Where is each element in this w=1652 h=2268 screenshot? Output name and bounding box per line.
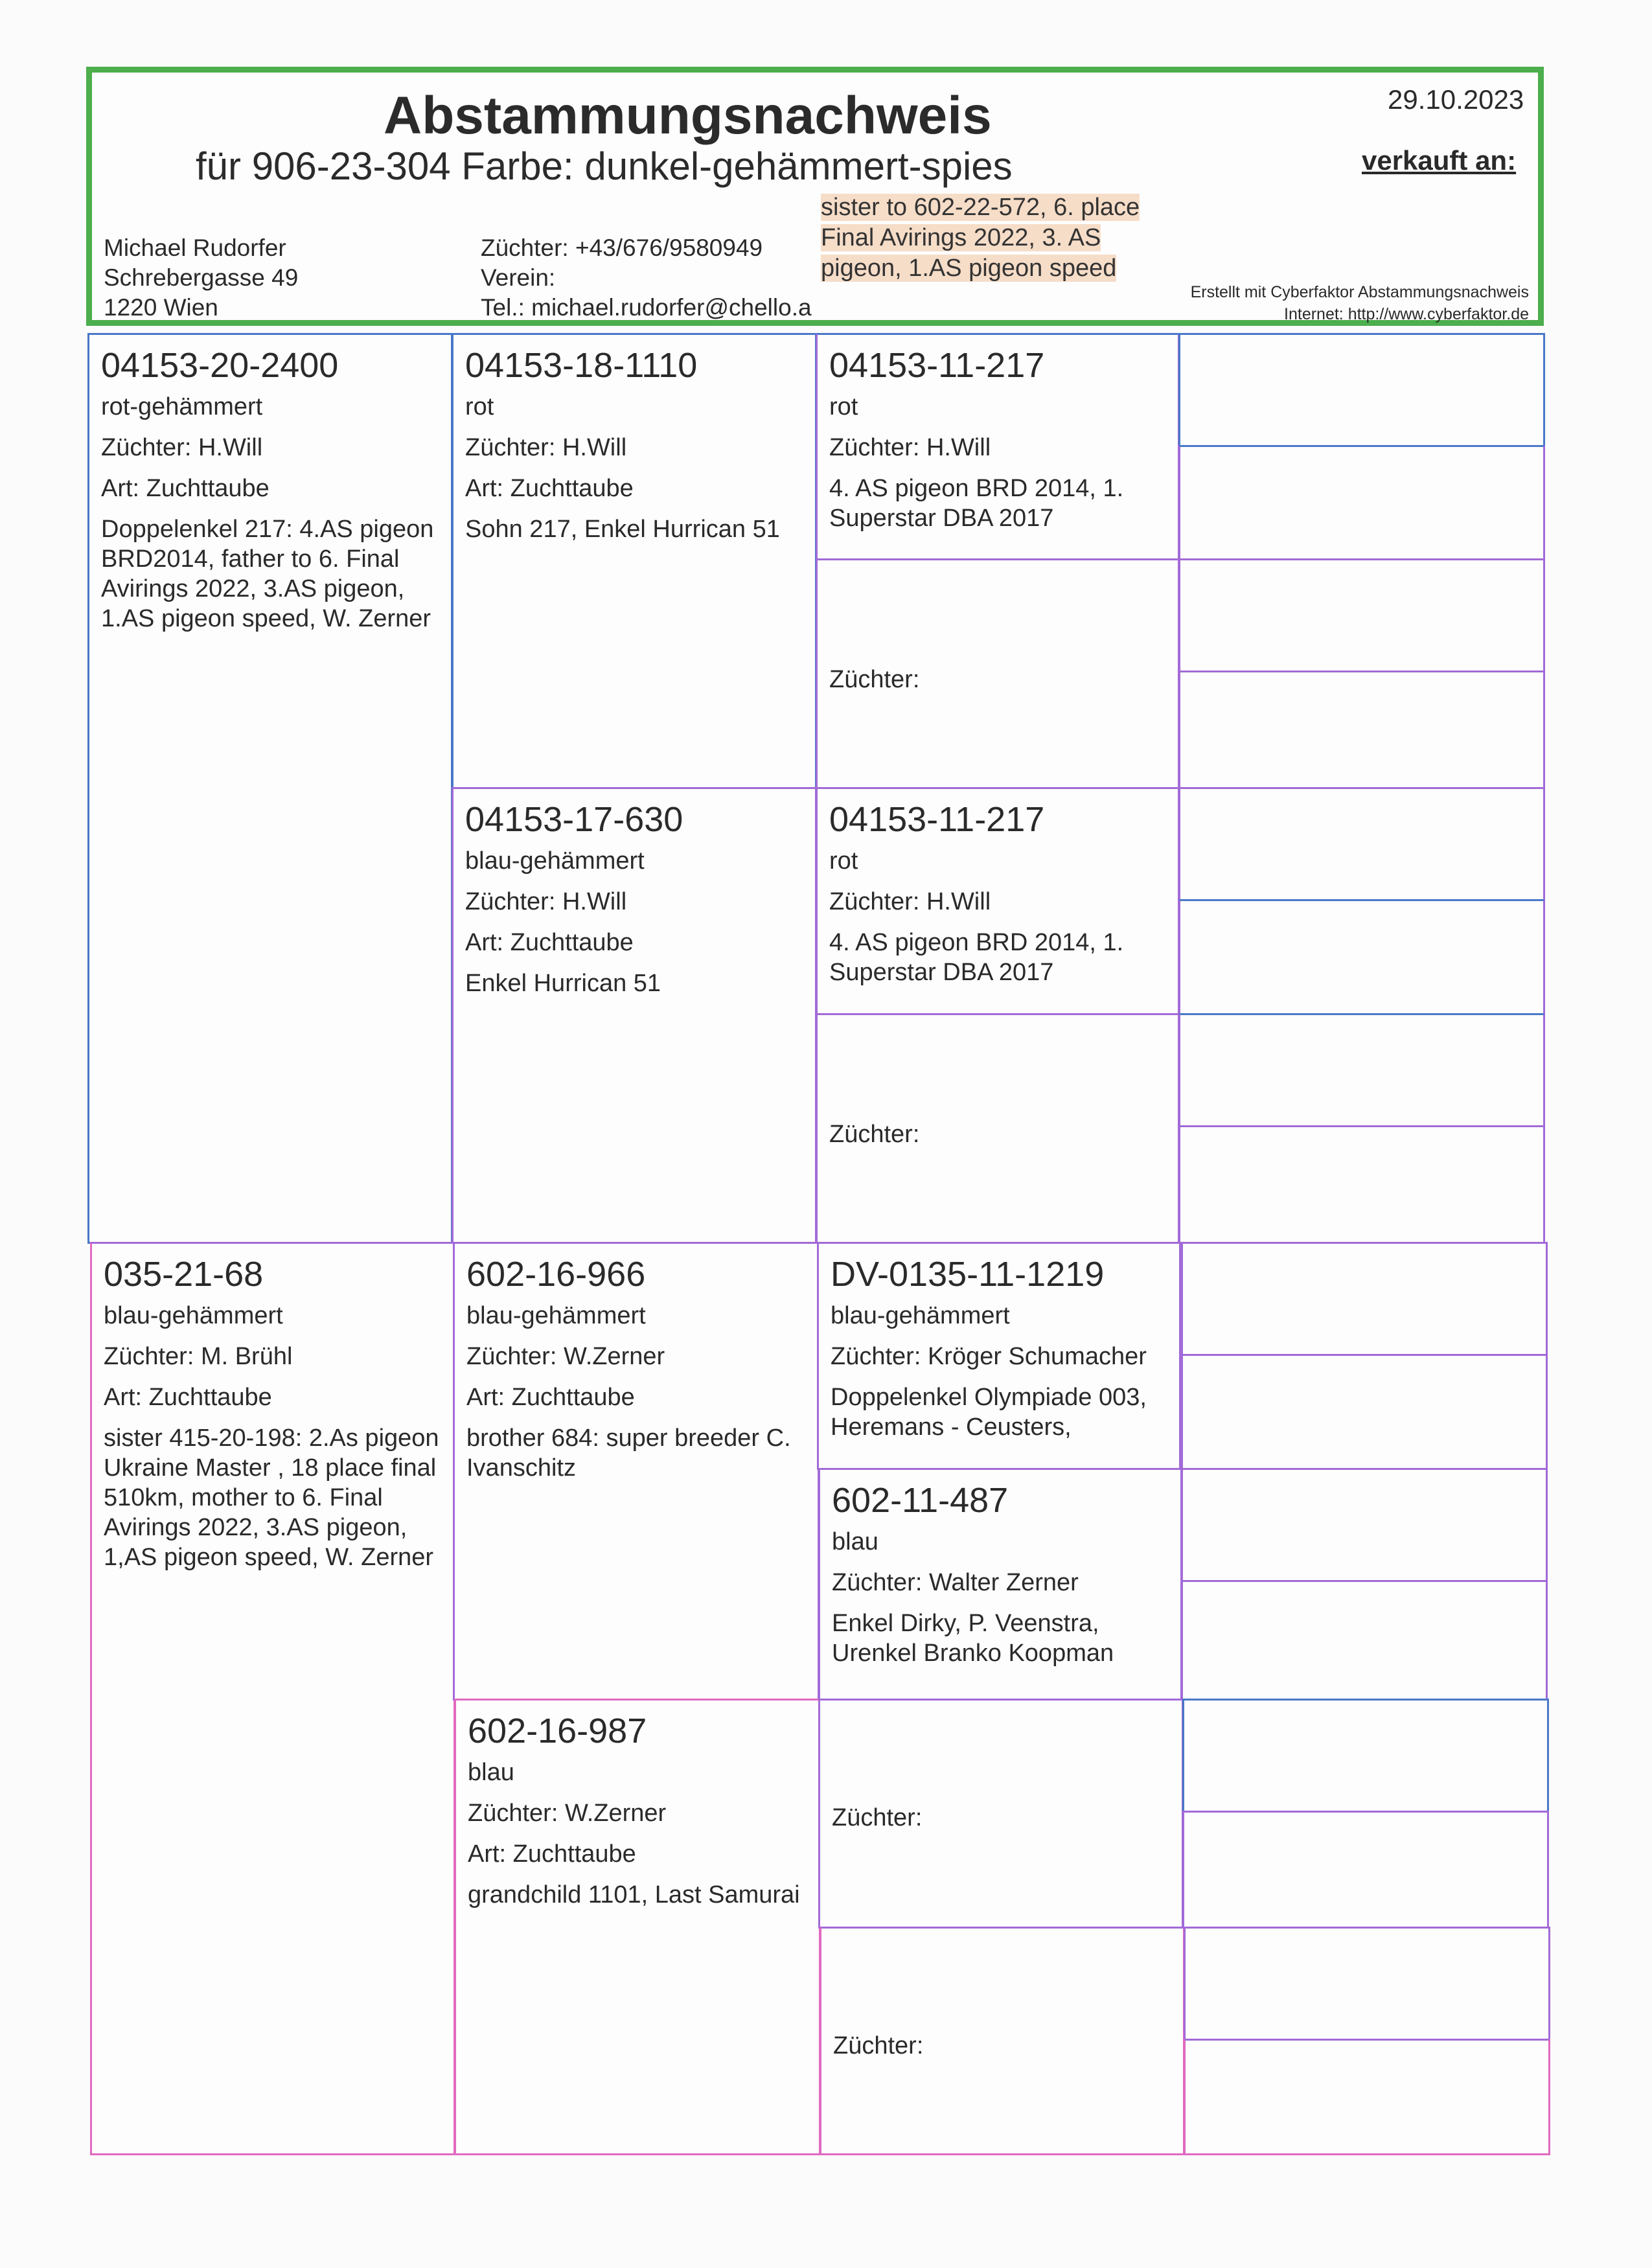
- fff-card: [816, 333, 1180, 560]
- fmf-note: 4. AS pigeon BRD 2014, 1. Superstar DBA 2017: [829, 929, 1124, 986]
- father-color: rot-gehämmert: [101, 393, 263, 420]
- mmf-breeder: Züchter:: [832, 1804, 923, 1831]
- ff-note: Sohn 217, Enkel Hurrican 51: [465, 516, 780, 543]
- mm-note: grandchild 1101, Last Samurai: [468, 1881, 800, 1908]
- ggg-box-10: [1181, 1354, 1548, 1470]
- fff-note: 4. AS pigeon BRD 2014, 1. Superstar DBA 2017: [829, 475, 1124, 532]
- ff-type: Art: Zuchttaube: [465, 475, 634, 502]
- fm-note: Enkel Hurrican 51: [465, 970, 661, 997]
- mother-ring: 035-21-68: [104, 1255, 264, 1294]
- father-type: Art: Zuchttaube: [101, 475, 270, 502]
- fm-ring: 04153-17-630: [465, 800, 683, 839]
- mm-ring: 602-16-987: [468, 1712, 647, 1750]
- father-breeder: Züchter: H.Will: [101, 434, 263, 461]
- mff-breeder: Züchter: Kröger Schumacher: [831, 1343, 1147, 1370]
- ggg-box-3: [1178, 558, 1545, 672]
- mff-card: [817, 1242, 1181, 1470]
- mf-type: Art: Zuchttaube: [466, 1384, 635, 1411]
- mother-note: sister 415-20-198: 2.As pigeon Ukraine Master , 18 place final 510km, mother to 6. Final Avirings 2022, 3.AS pigeon, 1,AS pigeon speed, W. Zerner: [104, 1425, 439, 1571]
- header-box: [86, 67, 1544, 326]
- ggg-box-2: [1178, 445, 1545, 560]
- mff-ring: DV-0135-11-1219: [831, 1255, 1105, 1294]
- fff-breeder: Züchter: H.Will: [829, 434, 991, 461]
- email: Tel.: michael.rudorfer@chello.a: [481, 294, 812, 321]
- fmf-breeder: Züchter: H.Will: [829, 888, 991, 915]
- mf-color: blau-gehämmert: [466, 1302, 646, 1329]
- ffm-card: [816, 558, 1180, 789]
- owner-street: Schrebergasse 49: [104, 264, 299, 291]
- owner-city: 1220 Wien: [104, 294, 218, 321]
- owner-address: [104, 233, 298, 323]
- software-line-1: Erstellt mit Cyberfaktor Abstammungsnachweis: [1190, 283, 1529, 301]
- father-card: [87, 333, 453, 1244]
- software-line-2: Internet: http://www.cyberfaktor.de: [1284, 305, 1529, 323]
- ggg-box-7: [1178, 1013, 1545, 1127]
- mother-type: Art: Zuchttaube: [104, 1384, 272, 1411]
- ggg-box-1: [1178, 333, 1545, 447]
- mother-card: [90, 1242, 455, 2155]
- mmm-card: [820, 1927, 1185, 2155]
- owner-name: Michael Rudorfer: [104, 235, 286, 261]
- ggg-box-14: [1182, 1811, 1549, 1929]
- mf-card: [453, 1242, 820, 1701]
- mm-color: blau: [468, 1759, 514, 1786]
- ff-breeder: Züchter: H.Will: [465, 434, 627, 461]
- mother-color: blau-gehämmert: [104, 1302, 283, 1329]
- father-ring: 04153-20-2400: [101, 346, 339, 385]
- fmf-ring: 04153-11-217: [829, 800, 1045, 839]
- fm-breeder: Züchter: H.Will: [465, 888, 627, 915]
- owner-contact: [481, 233, 812, 323]
- fmm-breeder: Züchter:: [829, 1121, 920, 1148]
- mff-note: Doppelenkel Olympiade 003, Heremans - Ceusters,: [831, 1384, 1147, 1441]
- ggg-box-11: [1181, 1468, 1548, 1582]
- ggg-box-9: [1181, 1242, 1548, 1356]
- ffm-breeder: Züchter:: [829, 666, 920, 693]
- fmf-card: [816, 787, 1180, 1015]
- fff-color: rot: [829, 393, 858, 420]
- software-credit: [1191, 281, 1529, 325]
- mfm-card: [818, 1468, 1182, 1701]
- mm-breeder: Züchter: W.Zerner: [468, 1800, 667, 1827]
- mfm-color: blau: [832, 1528, 878, 1555]
- mother-breeder: Züchter: M. Brühl: [104, 1343, 293, 1370]
- pigeon-note-text: sister to 602-22-572, 6. place Final Avirings 2022, 3. AS pigeon, 1.AS pigeon speed: [821, 194, 1140, 282]
- fmf-color: rot: [829, 847, 858, 875]
- fff-ring: 04153-11-217: [829, 346, 1045, 385]
- father-note: Doppelenkel 217: 4.AS pigeon BRD2014, father to 6. Final Avirings 2022, 3.AS pigeon, 1.AS pigeon speed, W. Zerner: [101, 516, 434, 632]
- mf-note: brother 684: super breeder C. Ivanschitz: [466, 1425, 791, 1482]
- pigeon-subtitle: für 906-23-304 Farbe: dunkel-gehämmert-spies: [196, 144, 1013, 188]
- sold-to-label: verkauft an:: [1362, 145, 1517, 176]
- page-title: Abstammungsnachweis: [384, 86, 992, 145]
- breeder-phone: Züchter: +43/676/9580949: [481, 235, 763, 261]
- mfm-breeder: Züchter: Walter Zerner: [832, 1569, 1079, 1596]
- mf-ring: 602-16-966: [466, 1255, 646, 1294]
- mm-type: Art: Zuchttaube: [468, 1840, 636, 1868]
- mmm-breeder: Züchter:: [833, 2032, 924, 2059]
- ff-color: rot: [465, 393, 494, 420]
- mm-card: [454, 1699, 821, 2155]
- ggg-box-12: [1181, 1580, 1548, 1701]
- ggg-box-8: [1178, 1125, 1545, 1244]
- ff-card: [452, 333, 817, 789]
- fmm-card: [816, 1013, 1180, 1244]
- mff-color: blau-gehämmert: [831, 1302, 1010, 1329]
- ggg-box-4: [1178, 670, 1545, 789]
- ggg-box-5: [1178, 787, 1545, 901]
- mf-breeder: Züchter: W.Zerner: [466, 1343, 665, 1370]
- club: Verein:: [481, 264, 556, 291]
- ggg-box-6: [1178, 899, 1545, 1015]
- mmf-card: [818, 1699, 1184, 1929]
- document-date: 29.10.2023: [1388, 84, 1524, 115]
- ggg-box-13: [1182, 1699, 1549, 1813]
- ff-ring: 04153-18-1110: [465, 346, 698, 385]
- fm-type: Art: Zuchttaube: [465, 929, 634, 956]
- fm-card: [452, 787, 817, 1244]
- mfm-ring: 602-11-487: [832, 1481, 1009, 1520]
- fm-color: blau-gehämmert: [465, 847, 645, 875]
- ggg-box-15: [1184, 1927, 1550, 2041]
- pigeon-note: [821, 192, 1184, 284]
- ggg-box-16: [1184, 2039, 1550, 2155]
- mfm-note: Enkel Dirky, P. Veenstra, Urenkel Branko Koopman: [832, 1610, 1114, 1667]
